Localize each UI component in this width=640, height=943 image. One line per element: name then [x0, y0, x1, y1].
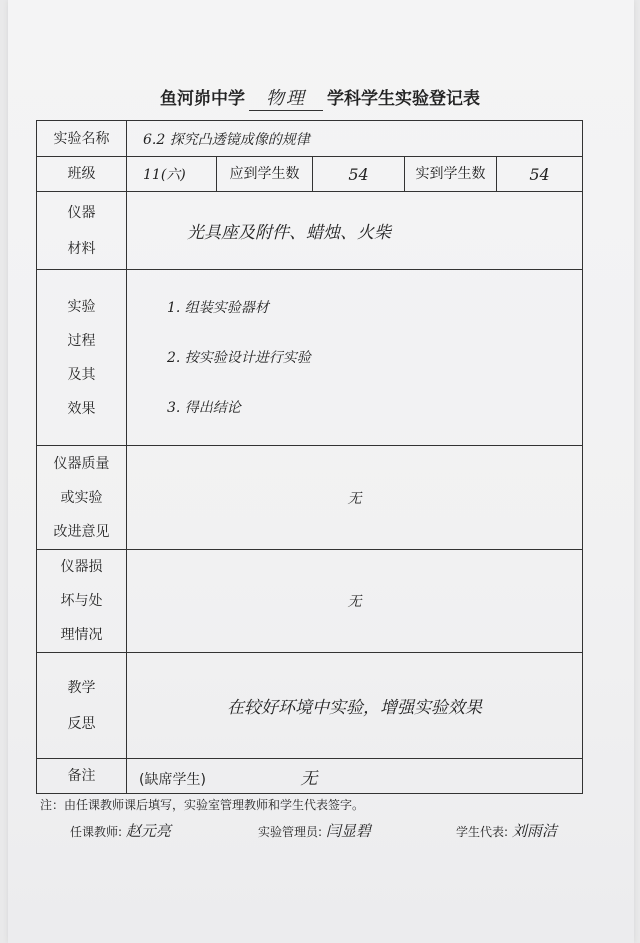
reflection-value: 在较好环境中实验，增强实验效果 — [127, 653, 583, 759]
school-name: 鱼河峁中学 — [160, 89, 245, 109]
subject-handwritten: 物理 — [266, 88, 306, 109]
label-damage: 仪器损 坏与处 理情况 — [37, 550, 127, 653]
label-reflection: 教学 反思 — [37, 653, 127, 759]
label-quality: 仪器质量 或实验 改进意见 — [37, 446, 127, 550]
row-damage — [37, 550, 583, 653]
teacher-signature — [70, 820, 171, 841]
lab-admin-sig: 闫显碧 — [325, 822, 371, 840]
label-process: 实验 过程 及其 效果 — [37, 270, 127, 446]
equipment-value: 光具座及附件、蜡烛、火柴 — [127, 192, 583, 270]
expected-students-value: 54 — [313, 157, 405, 192]
teacher-label: 任课教师: — [70, 825, 123, 839]
lab-admin-label: 实验管理员: — [258, 825, 323, 839]
experiment-name-value: 6.2 探究凸透镜成像的规律 — [127, 121, 583, 157]
label-remarks: 备注 — [37, 759, 127, 794]
row-remarks — [37, 759, 583, 794]
form-title-suffix: 学科学生实验登记表 — [327, 89, 480, 109]
registration-table — [36, 120, 583, 794]
absent-students-label: (缺席学生) — [139, 771, 206, 788]
label-class: 班级 — [37, 157, 127, 192]
row-quality — [37, 446, 583, 550]
student-rep-sig: 刘雨洁 — [511, 822, 557, 840]
damage-value: 无 — [127, 550, 583, 653]
label-experiment-name: 实验名称 — [37, 121, 127, 157]
lab-admin-signature — [258, 820, 371, 841]
process-step: 2. 按实验设计进行实验 — [167, 349, 311, 366]
row-process — [37, 270, 583, 446]
footer-note: 注：由任课教师课后填写，实验室管理教师和学生代表签字。 — [40, 798, 365, 812]
row-reflection — [37, 653, 583, 759]
remarks-value: 无 — [300, 768, 318, 789]
student-rep-signature — [456, 820, 557, 841]
row-equipment — [37, 192, 583, 270]
label-expected-students: 应到学生数 — [217, 157, 313, 192]
row-experiment-name — [37, 121, 583, 157]
process-step: 3. 得出结论 — [167, 399, 241, 416]
student-rep-label: 学生代表: — [456, 825, 509, 839]
quality-value: 无 — [127, 446, 583, 550]
form-title — [0, 84, 640, 111]
class-value: 11(六) — [127, 157, 217, 192]
label-actual-students: 实到学生数 — [405, 157, 497, 192]
process-step: 1. 组装实验器材 — [167, 299, 269, 316]
row-class — [37, 157, 583, 192]
label-equipment: 仪器 材料 — [37, 192, 127, 270]
actual-students-value: 54 — [497, 157, 583, 192]
teacher-sig: 赵元亮 — [125, 822, 171, 840]
remarks-cell — [127, 759, 583, 794]
process-steps — [127, 270, 583, 446]
